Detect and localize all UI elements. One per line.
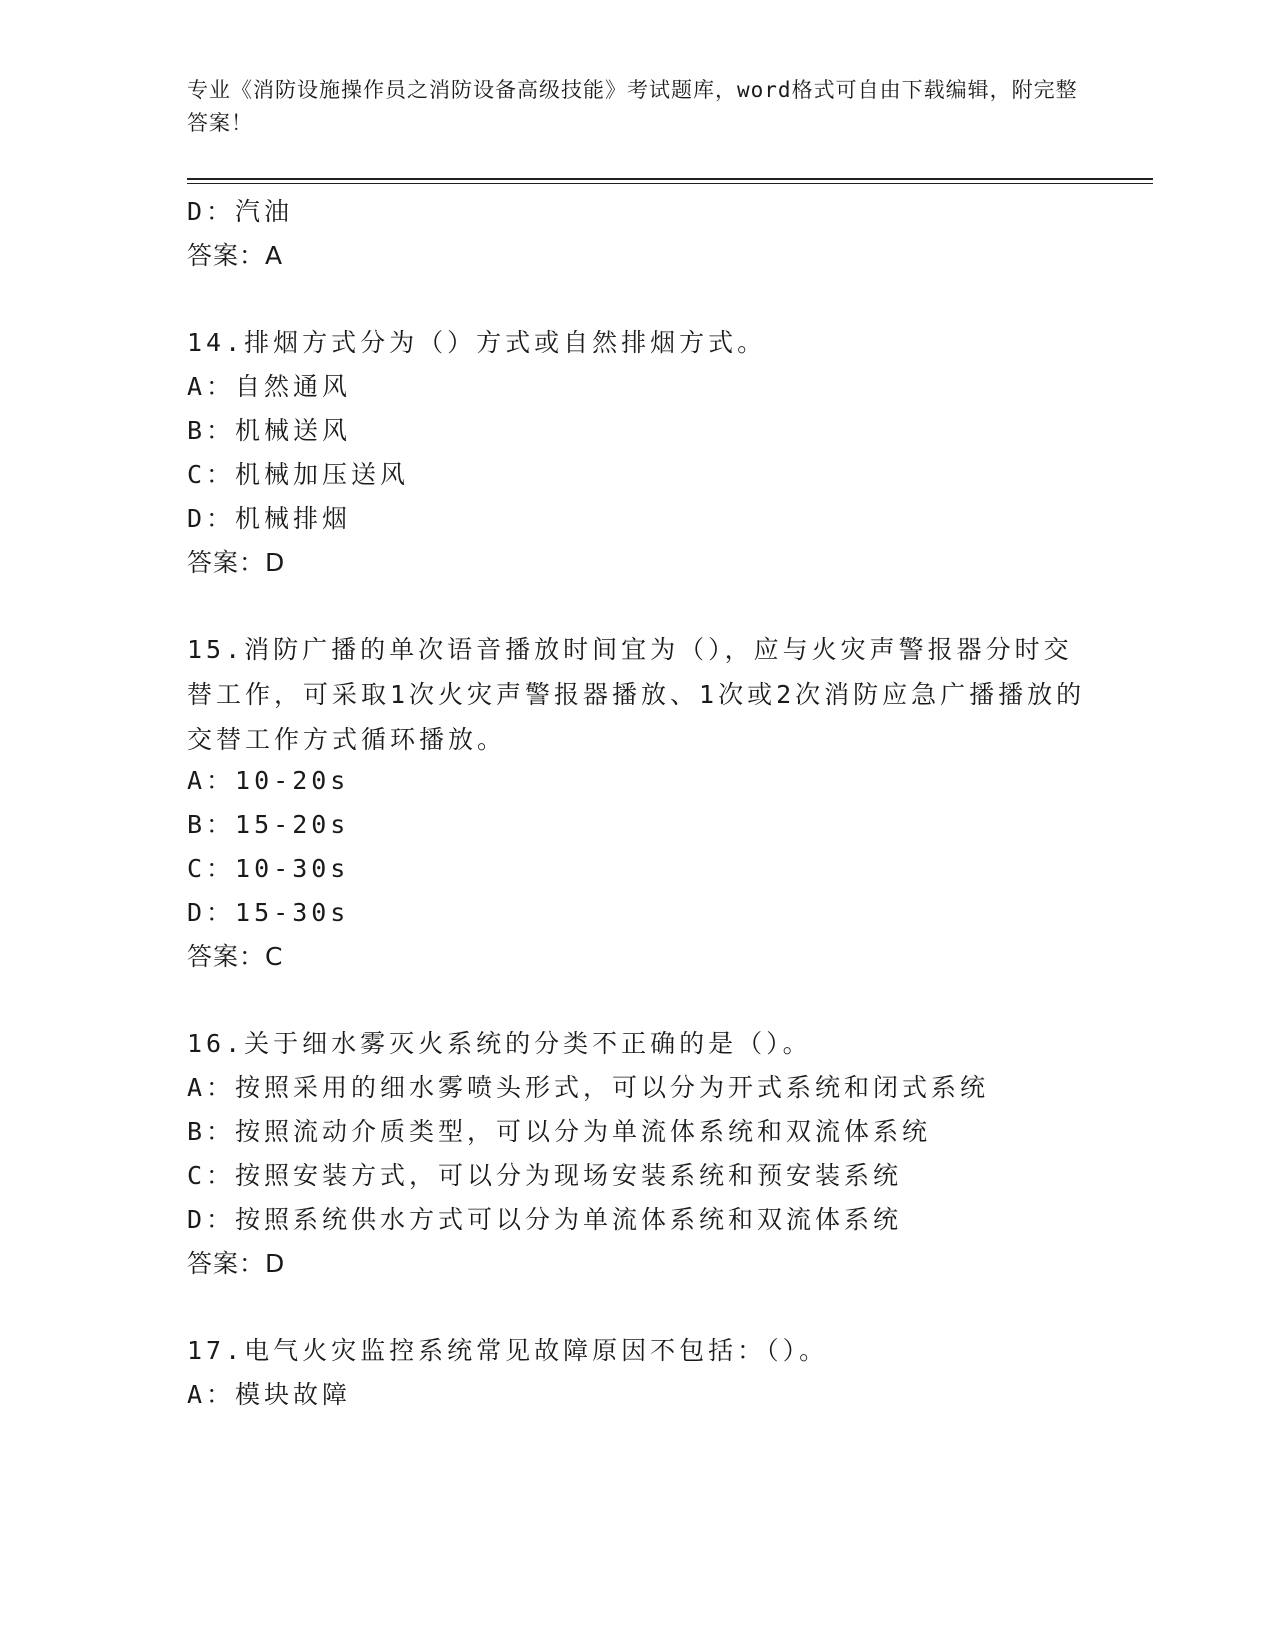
question-15-option-d: D：15-30s — [187, 898, 350, 927]
question-15-option-c: C：10-30s — [187, 854, 350, 883]
header-rule-thick — [187, 178, 1153, 180]
question-14-option-b: B：机械送风 — [187, 416, 352, 445]
question-16-option-a: A：按照采用的细水雾喷头形式，可以分为开式系统和闭式系统 — [187, 1073, 990, 1102]
prev-answer: 答案：A — [187, 241, 284, 270]
question-16-option-c: C：按照安装方式，可以分为现场安装系统和预安装系统 — [187, 1161, 903, 1190]
document-header: 专业《消防设施操作员之消防设备高级技能》考试题库，word格式可自由下载编辑，附完整答案！ — [187, 78, 1078, 135]
question-16-option-b: B：按照流动介质类型，可以分为单流体系统和双流体系统 — [187, 1117, 932, 1146]
question-14-option-c: C：机械加压送风 — [187, 460, 410, 489]
question-15-stem: 15.消防广播的单次语音播放时间宜为（），应与火灾声警报器分时交替工作，可采取1次火灾声警报器播放、1次或2次消防应急广播播放的交替工作方式循环播放。 — [187, 635, 1086, 754]
question-14-answer: 答案：D — [187, 548, 286, 577]
question-15-option-b: B：15-20s — [187, 810, 350, 839]
question-17-stem: 17.电气火灾监控系统常见故障原因不包括：（）。 — [187, 1336, 829, 1365]
question-15-option-a: A：10-20s — [187, 766, 350, 795]
question-14-stem: 14.排烟方式分为（）方式或自然排烟方式。 — [187, 328, 767, 357]
question-15-answer: 答案：C — [187, 942, 284, 971]
question-17-option-a: A：模块故障 — [187, 1380, 352, 1409]
question-16-stem: 16.关于细水雾灭火系统的分类不正确的是（）。 — [187, 1029, 812, 1058]
question-14-option-a: A：自然通风 — [187, 372, 352, 401]
prev-option-d: D：汽油 — [187, 197, 294, 226]
header-rule-thin — [187, 183, 1153, 184]
question-16-answer: 答案：D — [187, 1249, 286, 1278]
question-16-option-d: D：按照系统供水方式可以分为单流体系统和双流体系统 — [187, 1205, 903, 1234]
question-14-option-d: D：机械排烟 — [187, 504, 352, 533]
